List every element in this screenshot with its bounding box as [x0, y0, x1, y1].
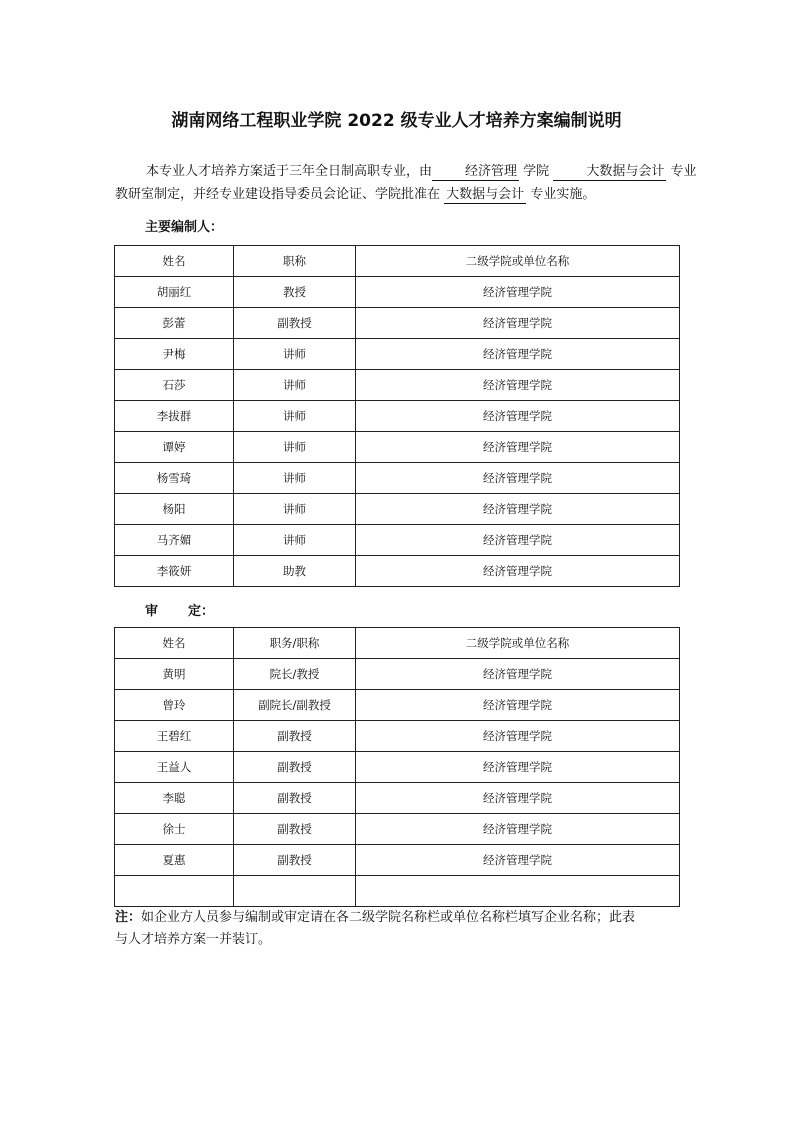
review-table-row	[115, 721, 680, 752]
table-cell: 石莎	[115, 370, 234, 401]
table-cell: 经济管理学院	[356, 401, 680, 432]
column-header: 二级学院或单位名称	[356, 628, 680, 659]
table-cell: 经济管理学院	[356, 370, 680, 401]
authors-section-label: 主要编制人：	[145, 220, 224, 235]
table-cell: 彭蕾	[115, 308, 234, 339]
table-cell: 经济管理学院	[356, 432, 680, 463]
intro-paragraph	[115, 160, 697, 206]
authors-table-row	[115, 308, 680, 339]
review-table-row	[115, 752, 680, 783]
column-header: 二级学院或单位名称	[356, 246, 680, 277]
table-cell: 经济管理学院	[356, 690, 680, 721]
table-cell: 副教授	[234, 752, 356, 783]
table-cell: 副教授	[234, 721, 356, 752]
table-cell: 经济管理学院	[356, 845, 680, 876]
table-cell: 讲师	[234, 525, 356, 556]
table-cell: 讲师	[234, 370, 356, 401]
intro-line-2	[115, 183, 680, 206]
department-name-underlined: 大数据与会计	[553, 164, 666, 181]
table-cell: 经济管理学院	[356, 752, 680, 783]
intro-text-1: 本专业人才培养方案适于三年全日制高职专业，由	[146, 164, 433, 179]
footnote-text-1: 如企业方人员参与编制或审定请在各二级学院名称栏或单位名称栏填写企业名称；此表	[141, 910, 636, 925]
table-cell: 讲师	[234, 339, 356, 370]
document-title: 湖南网络工程职业学院 2022 级专业人才培养方案编制说明	[171, 111, 622, 131]
authors-table-row	[115, 339, 680, 370]
table-cell: 王益人	[115, 752, 234, 783]
footnote-text-2: 与人才培养方案一并装订。	[115, 932, 272, 947]
intro-text-5: 专业实施。	[530, 187, 596, 202]
table-cell: 经济管理学院	[356, 556, 680, 587]
table-cell: 讲师	[234, 463, 356, 494]
review-table-header-row	[115, 628, 680, 659]
authors-table-header-row	[115, 246, 680, 277]
authors-table-row	[115, 370, 680, 401]
review-table-row	[115, 659, 680, 690]
table-cell: 李聪	[115, 783, 234, 814]
table-cell: 李筱妍	[115, 556, 234, 587]
school-name-underlined: 经济管理	[432, 164, 519, 181]
table-cell: 副教授	[234, 783, 356, 814]
authors-table-body	[115, 246, 680, 587]
table-cell: 马齐媚	[115, 525, 234, 556]
table-cell: 助教	[234, 556, 356, 587]
table-cell	[115, 876, 234, 907]
table-cell: 副教授	[234, 845, 356, 876]
table-cell: 副院长/副教授	[234, 690, 356, 721]
table-cell: 副教授	[234, 814, 356, 845]
footnote-prefix: 注：	[115, 910, 142, 925]
authors-table-row	[115, 432, 680, 463]
authors-table-row	[115, 525, 680, 556]
table-cell	[356, 876, 680, 907]
table-cell: 杨阳	[115, 494, 234, 525]
table-cell: 曾玲	[115, 690, 234, 721]
table-cell: 经济管理学院	[356, 525, 680, 556]
table-cell	[234, 876, 356, 907]
table-cell: 黄明	[115, 659, 234, 690]
table-cell: 经济管理学院	[356, 814, 680, 845]
table-cell: 讲师	[234, 432, 356, 463]
table-cell: 李拔群	[115, 401, 234, 432]
intro-line-1	[115, 160, 697, 183]
table-cell: 副教授	[234, 308, 356, 339]
review-table-row	[115, 876, 680, 907]
table-cell: 院长/教授	[234, 659, 356, 690]
authors-table-row	[115, 277, 680, 308]
table-cell: 杨雪琦	[115, 463, 234, 494]
table-cell: 经济管理学院	[356, 339, 680, 370]
column-header: 姓名	[115, 628, 234, 659]
table-cell: 经济管理学院	[356, 463, 680, 494]
authors-table-row	[115, 401, 680, 432]
review-table-row	[115, 783, 680, 814]
footnote-line-1	[115, 907, 680, 929]
review-table-row	[115, 845, 680, 876]
intro-text-4: 教研室制定，并经专业建设指导委员会论证、学院批准在	[115, 187, 441, 202]
review-table	[114, 627, 680, 907]
review-label-part-a: 审	[145, 604, 159, 619]
table-cell: 经济管理学院	[356, 277, 680, 308]
table-cell: 讲师	[234, 401, 356, 432]
authors-table-row	[115, 494, 680, 525]
table-cell: 胡丽红	[115, 277, 234, 308]
table-cell: 夏惠	[115, 845, 234, 876]
authors-table-row	[115, 463, 680, 494]
table-cell: 经济管理学院	[356, 721, 680, 752]
intro-text-2: 学院	[523, 164, 550, 179]
footnote	[115, 907, 680, 951]
review-table-row	[115, 814, 680, 845]
table-cell: 尹梅	[115, 339, 234, 370]
table-cell: 教授	[234, 277, 356, 308]
review-section-label	[145, 600, 214, 619]
table-cell: 讲师	[234, 494, 356, 525]
table-cell: 经济管理学院	[356, 494, 680, 525]
authors-table	[114, 245, 680, 587]
table-cell: 经济管理学院	[356, 783, 680, 814]
review-label-part-b: 定：	[188, 604, 215, 619]
table-cell: 谭婷	[115, 432, 234, 463]
review-table-row	[115, 690, 680, 721]
review-table-body	[115, 628, 680, 907]
table-cell: 经济管理学院	[356, 659, 680, 690]
column-header: 职称	[234, 246, 356, 277]
intro-text-3: 专业	[670, 164, 697, 179]
authors-table-row	[115, 556, 680, 587]
column-header: 姓名	[115, 246, 234, 277]
table-cell: 经济管理学院	[356, 308, 680, 339]
table-cell: 王碧红	[115, 721, 234, 752]
column-header: 职务/职称	[234, 628, 356, 659]
table-cell: 徐士	[115, 814, 234, 845]
major-name-underlined: 大数据与会计	[446, 187, 525, 202]
footnote-line-2	[115, 929, 680, 951]
